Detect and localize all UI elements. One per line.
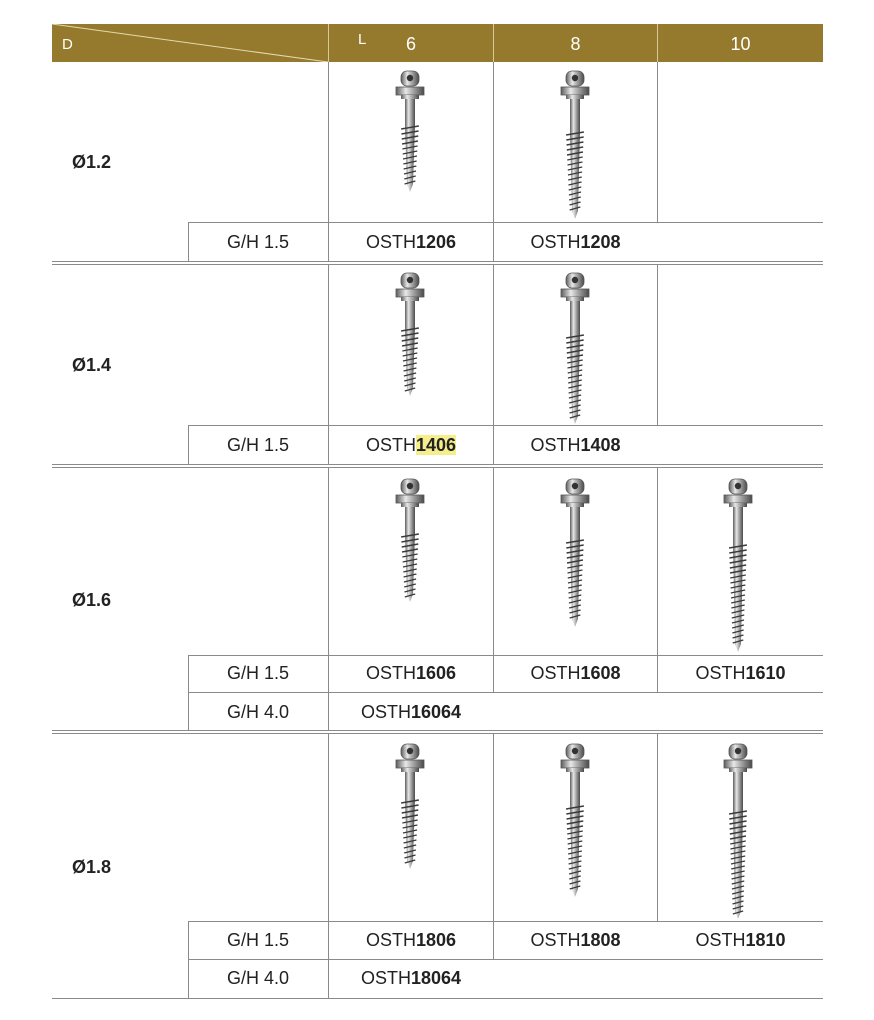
screw-image bbox=[718, 743, 758, 921]
diameter-label: Ø1.6 bbox=[72, 590, 112, 610]
diameter-label: Ø1.8 bbox=[72, 857, 112, 877]
table-bottom-rule bbox=[52, 998, 823, 999]
row-rule bbox=[188, 692, 823, 693]
code-prefix: OSTH bbox=[695, 663, 746, 683]
group-separator bbox=[52, 730, 823, 734]
code-prefix: OSTH bbox=[365, 435, 416, 455]
header-diagonal bbox=[52, 24, 328, 62]
table-header bbox=[52, 24, 823, 62]
code-number: 18064 bbox=[410, 968, 462, 988]
code-number: 1606 bbox=[415, 663, 457, 683]
code-prefix: OSTH bbox=[530, 930, 581, 950]
header-length-6: 6 bbox=[405, 34, 416, 54]
code-number: 1806 bbox=[415, 930, 457, 950]
code-number: 16064 bbox=[410, 702, 462, 722]
code-number: 1808 bbox=[580, 930, 621, 950]
row-rule bbox=[188, 959, 823, 960]
header-d-label: D bbox=[62, 36, 73, 53]
code-prefix: OSTH bbox=[365, 232, 416, 252]
product-code bbox=[494, 663, 657, 684]
code-prefix: OSTH bbox=[695, 930, 746, 950]
code-number: 1608 bbox=[580, 663, 621, 683]
code-prefix: OSTH bbox=[360, 702, 411, 722]
row-rule bbox=[188, 655, 823, 656]
screw-image bbox=[555, 743, 595, 899]
column-rule bbox=[657, 734, 658, 921]
header-length-8: 8 bbox=[570, 34, 581, 54]
screw-image bbox=[390, 743, 430, 871]
gh-label: G/H 1.5 bbox=[226, 232, 290, 252]
column-rule bbox=[657, 62, 658, 222]
product-code bbox=[329, 435, 493, 456]
product-code bbox=[329, 232, 493, 253]
code-number: 1208 bbox=[580, 232, 621, 252]
column-rule bbox=[493, 468, 494, 692]
code-prefix: OSTH bbox=[360, 968, 411, 988]
row-rule bbox=[188, 222, 823, 223]
code-prefix: OSTH bbox=[530, 435, 581, 455]
column-rule bbox=[657, 265, 658, 425]
header-length-10: 10 bbox=[730, 34, 751, 54]
diameter-label: Ø1.2 bbox=[72, 152, 112, 172]
product-code bbox=[494, 930, 657, 951]
column-rule bbox=[657, 468, 658, 692]
screw-image bbox=[390, 478, 430, 604]
code-prefix: OSTH bbox=[530, 232, 581, 252]
code-number: 1206 bbox=[415, 232, 457, 252]
product-code bbox=[658, 663, 823, 684]
row-rule bbox=[188, 425, 823, 426]
code-number: 1408 bbox=[580, 435, 621, 455]
screw-image bbox=[390, 70, 430, 194]
gh-label: G/H 4.0 bbox=[226, 968, 290, 988]
code-prefix: OSTH bbox=[365, 663, 416, 683]
header-l-label: L bbox=[358, 31, 367, 48]
code-number-highlighted: 1406 bbox=[415, 435, 457, 455]
screw-image bbox=[555, 272, 595, 426]
product-code bbox=[329, 930, 493, 951]
product-code bbox=[494, 435, 657, 456]
product-code bbox=[329, 968, 493, 989]
screw-image bbox=[390, 272, 430, 398]
gh-label: G/H 1.5 bbox=[226, 435, 290, 455]
code-number: 1810 bbox=[745, 930, 786, 950]
product-code bbox=[329, 702, 493, 723]
group-separator bbox=[52, 464, 823, 468]
group-separator bbox=[52, 261, 823, 265]
column-rule bbox=[328, 468, 329, 730]
code-number: 1610 bbox=[745, 663, 786, 683]
gh-label: G/H 4.0 bbox=[226, 702, 290, 722]
diameter-label: Ø1.4 bbox=[72, 355, 112, 375]
code-prefix: OSTH bbox=[530, 663, 581, 683]
column-rule bbox=[493, 734, 494, 959]
gh-label: G/H 1.5 bbox=[226, 930, 290, 950]
screw-image bbox=[718, 478, 758, 654]
screw-image bbox=[555, 70, 595, 221]
product-code bbox=[329, 663, 493, 684]
gh-label: G/H 1.5 bbox=[226, 663, 290, 683]
screw-image bbox=[555, 478, 595, 629]
product-code bbox=[494, 232, 657, 253]
row-rule bbox=[188, 921, 823, 922]
product-code bbox=[658, 930, 823, 951]
code-prefix: OSTH bbox=[365, 930, 416, 950]
